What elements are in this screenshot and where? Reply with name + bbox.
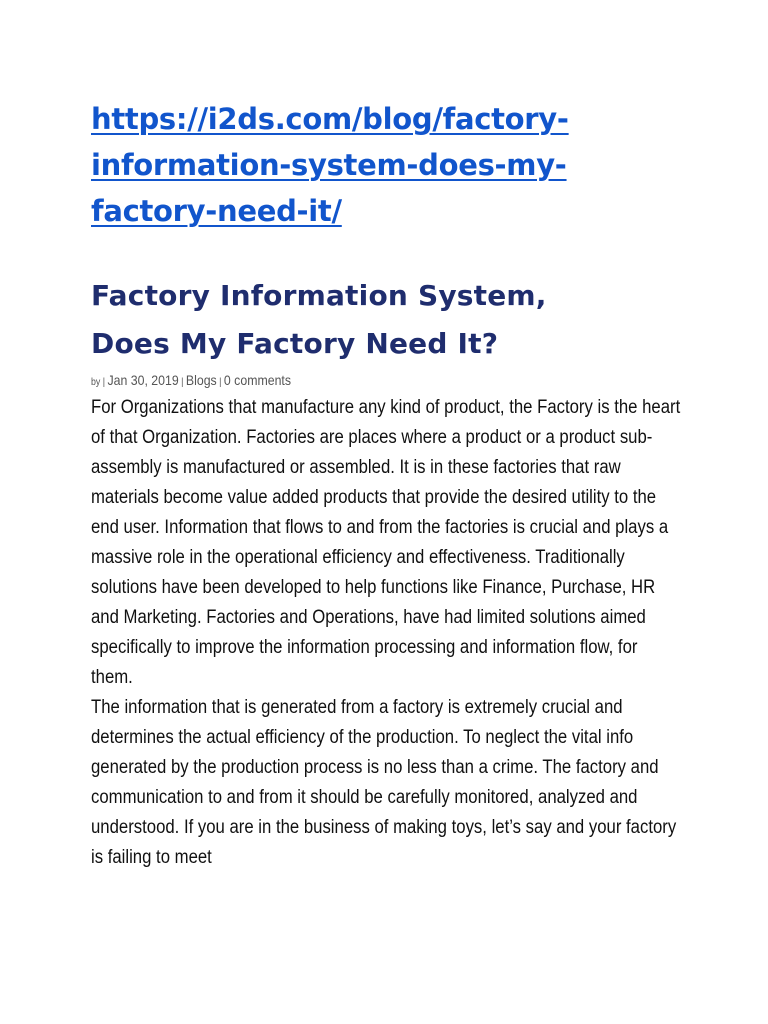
url-line-1: https://i2ds.com/blog/factory- xyxy=(91,102,569,136)
meta-separator: | xyxy=(216,377,224,388)
document-page xyxy=(91,96,691,873)
paragraph: For Organizations that manufacture any kind of product, the Factory is the heart of that Organization. Factories are places where a product or a product sub-assembly is manufactured or assembled. It is in these factories that raw materials become value added products that provide the desired utility to the end user. Information that flows to and from the factories is crucial and plays a massive role in the operational efficiency and effectiveness. Traditionally solutions have been developed to help functions like Finance, Purchase, HR and Marketing. Factories and Operations, have had limited solutions aimed specifically to improve the information processing and information flow, for them. xyxy=(91,397,681,688)
article-meta xyxy=(91,370,619,393)
title-line-1: Factory Information System, xyxy=(91,279,547,312)
paragraph: The information that is generated from a factory is extremely crucial and determines the actual efficiency of the production. To neglect the vital info generated by the production process is no less than a crime. The factory and communication to and from it should be carefully monitored, analyzed and understood. If you are in the business of making toys, let’s say and your factory is failing to meet xyxy=(91,697,677,868)
url-line-2: information-system-does-my- xyxy=(91,148,567,182)
url-line-3: factory-need-it/ xyxy=(91,194,342,228)
title-line-2: Does My Factory Need It? xyxy=(91,327,499,360)
meta-comments: 0 comments xyxy=(223,372,292,388)
source-url-link[interactable] xyxy=(91,96,651,234)
article-title xyxy=(91,272,651,368)
meta-date: Jan 30, 2019 xyxy=(107,372,179,388)
article-body xyxy=(91,393,681,873)
meta-category: Blogs xyxy=(185,372,217,388)
meta-separator: | xyxy=(178,377,186,388)
meta-by: by xyxy=(91,377,101,388)
meta-separator: | xyxy=(100,377,108,388)
